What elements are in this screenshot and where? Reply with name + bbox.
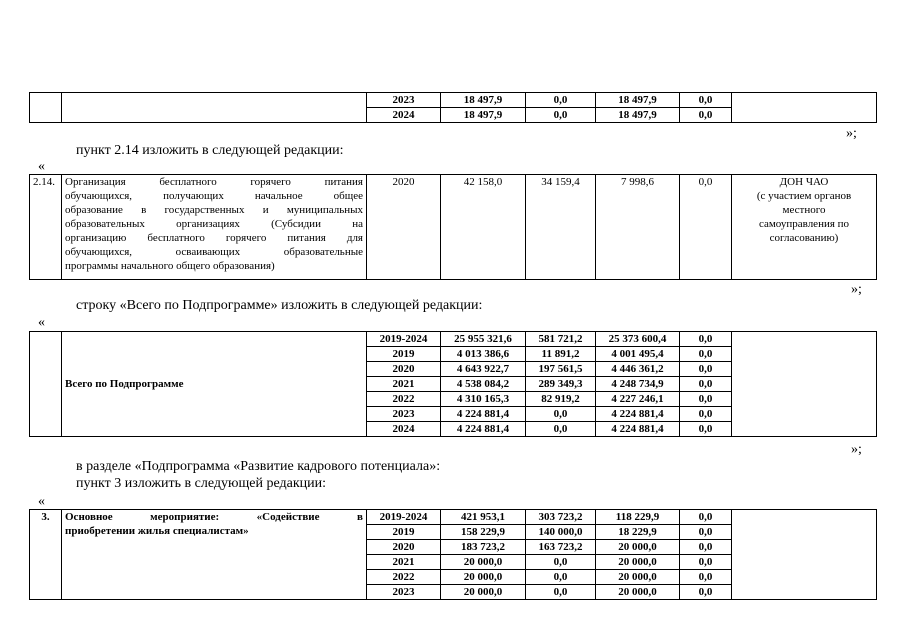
total-cell: 20 000,0 xyxy=(441,555,526,570)
value-cell: 163 723,2 xyxy=(526,540,596,555)
name-word: мероприятие: xyxy=(150,511,220,523)
value-cell: 0,0 xyxy=(680,407,732,422)
value-cell: 118 229,9 xyxy=(596,510,680,525)
value-cell: 0,0 xyxy=(680,392,732,407)
value-cell: 18 229,9 xyxy=(596,525,680,540)
item-2-14-table xyxy=(29,174,877,280)
value-cell: 0,0 xyxy=(680,585,732,600)
value-cell: 0,0 xyxy=(526,585,596,600)
name-line: программы начального общего образования) xyxy=(65,260,275,272)
opening-quote: « xyxy=(38,315,45,330)
value-cell: 0,0 xyxy=(680,510,732,525)
value-cell: 25 373 600,4 xyxy=(596,332,680,347)
value-cell: 4 446 361,2 xyxy=(596,362,680,377)
table-row xyxy=(30,332,877,347)
name-line: обучающихся, получающих начальное общее xyxy=(65,190,363,202)
executor-line: ДОН ЧАО xyxy=(779,176,829,188)
year-cell: 2019-2024 xyxy=(367,510,441,525)
name-line: приобретении жилья специалистам» xyxy=(65,525,249,537)
value-cell: 0,0 xyxy=(680,540,732,555)
total-cell: 20 000,0 xyxy=(441,570,526,585)
item-number: 3. xyxy=(30,510,62,600)
value-cell: 0,0 xyxy=(680,570,732,585)
name-line: Организация бесплатного горячего питания xyxy=(65,176,363,188)
year-cell: 2019 xyxy=(367,347,441,362)
executor-line: согласованию) xyxy=(769,232,839,244)
value-cell: 0,0 xyxy=(680,347,732,362)
value-cell: 0,0 xyxy=(680,555,732,570)
item-name xyxy=(62,175,367,280)
item-number: 2.14. xyxy=(30,175,62,280)
num-cell xyxy=(30,93,62,123)
value-cell: 7 998,6 xyxy=(596,175,680,280)
total-cell: 42 158,0 xyxy=(441,175,526,280)
value-cell: 18 497,9 xyxy=(596,108,680,123)
year-cell: 2024 xyxy=(367,422,441,437)
year-cell: 2024 xyxy=(367,108,441,123)
total-cell: 4 538 084,2 xyxy=(441,377,526,392)
value-cell: 197 561,5 xyxy=(526,362,596,377)
name-word: Основное xyxy=(65,511,113,523)
opening-quote: « xyxy=(38,159,45,174)
total-label: Всего по Подпрограмме xyxy=(62,332,367,437)
name-line: обучающихся, осваивающих образовательные xyxy=(65,246,363,258)
value-cell: 0,0 xyxy=(680,175,732,280)
value-cell: 581 721,2 xyxy=(526,332,596,347)
top-table xyxy=(29,92,877,123)
paragraph-item-3: пункт 3 изложить в следующей редакции: xyxy=(76,476,326,491)
item-name xyxy=(62,510,367,600)
executor-line: самоуправления по xyxy=(758,218,850,230)
executor-line: местного xyxy=(782,204,826,216)
value-cell: 4 224 881,4 xyxy=(596,407,680,422)
year-cell: 2019 xyxy=(367,525,441,540)
value-cell: 18 497,9 xyxy=(596,93,680,108)
year-cell: 2023 xyxy=(367,93,441,108)
value-cell: 140 000,0 xyxy=(526,525,596,540)
total-cell: 4 310 165,3 xyxy=(441,392,526,407)
value-cell: 11 891,2 xyxy=(526,347,596,362)
value-cell: 0,0 xyxy=(680,422,732,437)
executor-cell xyxy=(732,332,877,437)
executor-cell xyxy=(732,175,877,280)
value-cell: 0,0 xyxy=(680,362,732,377)
year-cell: 2019-2024 xyxy=(367,332,441,347)
value-cell: 4 001 495,4 xyxy=(596,347,680,362)
value-cell: 4 248 734,9 xyxy=(596,377,680,392)
value-cell: 0,0 xyxy=(526,93,596,108)
total-cell: 18 497,9 xyxy=(441,93,526,108)
name-word: в xyxy=(357,511,363,523)
opening-quote: « xyxy=(38,494,45,509)
paragraph-2-14: пункт 2.14 изложить в следующей редакции: xyxy=(76,143,344,158)
total-cell: 4 224 881,4 xyxy=(441,422,526,437)
year-cell: 2020 xyxy=(367,540,441,555)
value-cell: 0,0 xyxy=(526,108,596,123)
num-cell xyxy=(30,332,62,437)
value-cell: 20 000,0 xyxy=(596,570,680,585)
closing-quote: »; xyxy=(851,442,862,457)
name-cell xyxy=(62,93,367,123)
total-cell: 18 497,9 xyxy=(441,108,526,123)
paragraph-total: строку «Всего по Подпрограмме» изложить в следующей редакции: xyxy=(76,298,483,313)
year-cell: 2023 xyxy=(367,585,441,600)
item-3-table xyxy=(29,509,877,600)
value-cell: 0,0 xyxy=(526,407,596,422)
year-cell: 2020 xyxy=(367,362,441,377)
closing-quote: »; xyxy=(846,126,857,141)
value-cell: 0,0 xyxy=(680,108,732,123)
name-word: «Содействие xyxy=(256,511,320,523)
closing-quote: »; xyxy=(851,282,862,297)
year-cell: 2020 xyxy=(367,175,441,280)
total-cell: 25 955 321,6 xyxy=(441,332,526,347)
value-cell: 289 349,3 xyxy=(526,377,596,392)
year-cell: 2021 xyxy=(367,377,441,392)
value-cell: 20 000,0 xyxy=(596,585,680,600)
value-cell: 4 227 246,1 xyxy=(596,392,680,407)
name-line xyxy=(65,510,363,524)
value-cell: 0,0 xyxy=(526,422,596,437)
year-cell: 2021 xyxy=(367,555,441,570)
name-line: организацию бесплатного горячего питания для xyxy=(65,232,363,244)
paragraph-section: в разделе «Подпрограмма «Развитие кадрового потенциала»: xyxy=(76,459,441,474)
executor-line: (с участием органов xyxy=(756,190,852,202)
value-cell: 0,0 xyxy=(680,377,732,392)
value-cell: 0,0 xyxy=(680,93,732,108)
executor-cell xyxy=(732,93,877,123)
value-cell: 0,0 xyxy=(526,555,596,570)
total-cell: 4 224 881,4 xyxy=(441,407,526,422)
total-cell: 421 953,1 xyxy=(441,510,526,525)
year-cell: 2022 xyxy=(367,392,441,407)
value-cell: 0,0 xyxy=(680,525,732,540)
value-cell: 303 723,2 xyxy=(526,510,596,525)
total-cell: 4 643 922,7 xyxy=(441,362,526,377)
value-cell: 82 919,2 xyxy=(526,392,596,407)
total-cell: 4 013 386,6 xyxy=(441,347,526,362)
value-cell: 34 159,4 xyxy=(526,175,596,280)
total-cell: 158 229,9 xyxy=(441,525,526,540)
value-cell: 4 224 881,4 xyxy=(596,422,680,437)
value-cell: 20 000,0 xyxy=(596,555,680,570)
year-cell: 2022 xyxy=(367,570,441,585)
name-line: образование в государственных и муниципальных xyxy=(65,204,363,216)
name-line: образовательных организациях (Субсидии на xyxy=(65,218,363,230)
year-cell: 2023 xyxy=(367,407,441,422)
total-cell: 183 723,2 xyxy=(441,540,526,555)
value-cell: 0,0 xyxy=(526,570,596,585)
executor-cell xyxy=(732,510,877,600)
value-cell: 0,0 xyxy=(680,332,732,347)
table-row xyxy=(30,175,877,280)
total-cell: 20 000,0 xyxy=(441,585,526,600)
total-table xyxy=(29,331,877,437)
value-cell: 20 000,0 xyxy=(596,540,680,555)
table-row xyxy=(30,510,877,525)
table-row xyxy=(30,93,877,108)
